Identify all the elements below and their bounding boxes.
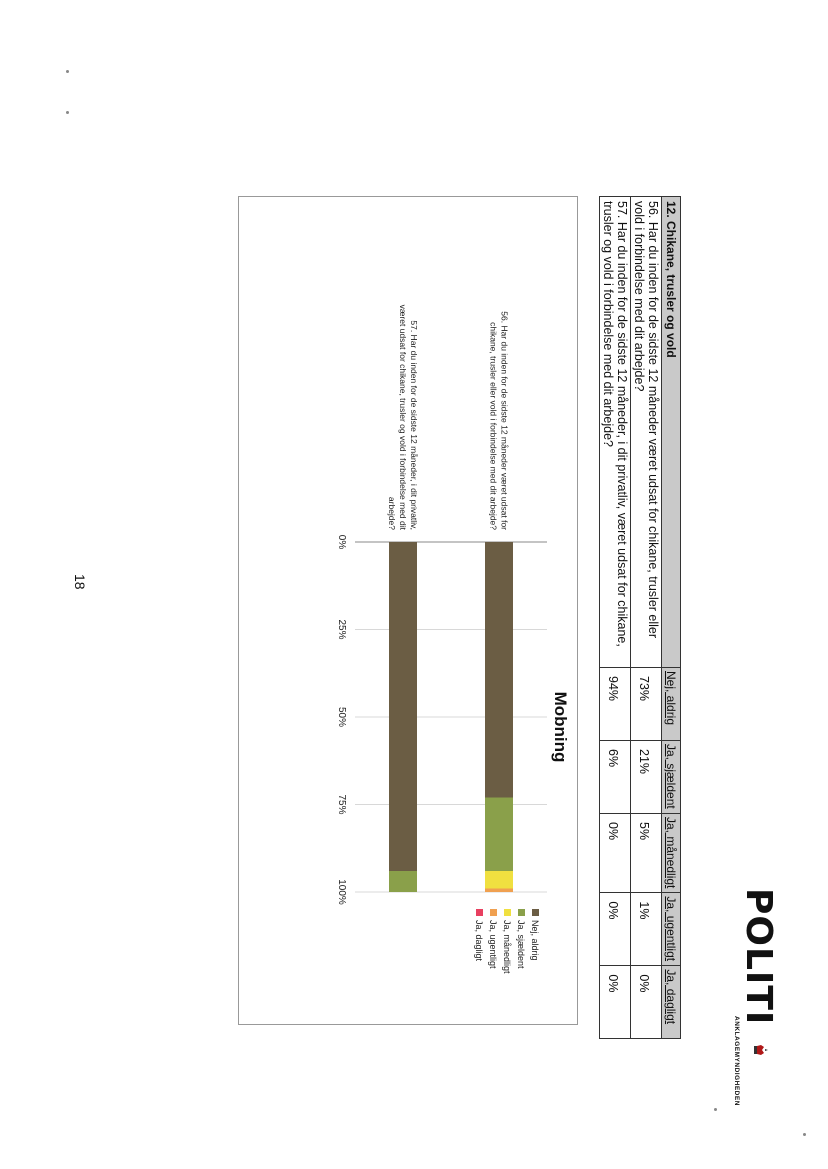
value-cell: 0% bbox=[600, 814, 631, 893]
bar-segment bbox=[389, 871, 417, 892]
column-header: Ja, månedligt bbox=[662, 814, 681, 893]
category-label-line: 56. Har du inden for de sidste 12 måneder været udsat for bbox=[499, 311, 510, 530]
category-label-line: 57. Har du inden for de sidste 12 måneder, i dit privatliv, bbox=[409, 320, 419, 530]
bar-segment bbox=[485, 889, 513, 893]
column-header: Nej, aldrig bbox=[662, 668, 681, 741]
category-label-line: været udsat for chikane, trusler og vold i forbindelse med dit bbox=[398, 304, 408, 530]
scan-speck bbox=[803, 1133, 806, 1136]
table-row bbox=[600, 197, 631, 1039]
legend-label: Ja, månedligt bbox=[502, 920, 512, 974]
category-label-line: chikane, trusler eller vold i forbindelse med dit arbejde? bbox=[488, 322, 499, 530]
page-number: 18 bbox=[72, 574, 88, 590]
scan-speck bbox=[714, 1108, 717, 1111]
bar-segment bbox=[389, 542, 417, 871]
section-title: 12. Chikane, trusler og vold bbox=[662, 197, 681, 668]
legend-label: Ja, dagligt bbox=[474, 920, 484, 962]
value-cell: 0% bbox=[600, 893, 631, 966]
legend-swatch bbox=[532, 909, 539, 916]
value-cell: 0% bbox=[631, 966, 662, 1039]
value-cell: 1% bbox=[631, 893, 662, 966]
legend-swatch bbox=[518, 909, 525, 916]
bar-segment bbox=[485, 542, 513, 798]
value-cell: 5% bbox=[631, 814, 662, 893]
value-cell: 94% bbox=[600, 668, 631, 741]
scan-speck bbox=[66, 111, 69, 114]
value-cell: 21% bbox=[631, 741, 662, 814]
legend-swatch bbox=[490, 909, 497, 916]
category-label bbox=[387, 305, 419, 531]
question-cell: 56. Har du inden for de sidste 12 måneder været udsat for chikane, trusler eller vold i forbindelse med dit arbejde? bbox=[631, 197, 662, 668]
table-header-row bbox=[662, 197, 681, 1039]
x-tick-label: 100% bbox=[336, 879, 347, 905]
x-tick-label: 0% bbox=[336, 534, 347, 550]
value-cell: 73% bbox=[631, 668, 662, 741]
crown-icon bbox=[752, 1043, 768, 1057]
column-header: Ja, dagligt bbox=[662, 966, 681, 1039]
legend-label: Nej, aldrig bbox=[530, 920, 540, 961]
chart-title: Mobning bbox=[551, 691, 570, 763]
table-row bbox=[631, 197, 662, 1039]
bar-segment bbox=[485, 798, 513, 872]
logo-word: POLITI bbox=[738, 888, 779, 1026]
x-tick-label: 75% bbox=[336, 794, 347, 815]
category-label-line: arbejde? bbox=[387, 496, 397, 530]
category-label bbox=[489, 311, 510, 530]
logo-subtitle: ANKLAGEMYNDIGHEDEN bbox=[733, 1016, 740, 1106]
x-tick-label: 25% bbox=[336, 619, 347, 640]
survey-table bbox=[599, 196, 681, 1039]
legend-swatch bbox=[476, 909, 483, 916]
x-tick-label: 50% bbox=[336, 706, 347, 728]
column-header: Ja, ugentligt bbox=[662, 893, 681, 966]
chart-svg bbox=[239, 197, 577, 1024]
value-cell: 6% bbox=[600, 741, 631, 814]
stacked-bar-chart bbox=[238, 196, 578, 1025]
value-cell: 0% bbox=[600, 966, 631, 1039]
question-cell: 57. Har du inden for de sidste 12 måneder, i dit privatliv, været udsat for chikane, trusler og vold i forbindelse med dit arbejde? bbox=[600, 197, 631, 668]
politi-logo bbox=[718, 888, 778, 1148]
legend-label: Ja, ugentligt bbox=[488, 920, 498, 969]
scan-speck bbox=[66, 70, 69, 73]
column-header: Ja, sjældent bbox=[662, 741, 681, 814]
legend-label: Ja, sjældent bbox=[516, 920, 526, 969]
bar-segment bbox=[485, 871, 513, 889]
legend-swatch bbox=[504, 909, 511, 916]
